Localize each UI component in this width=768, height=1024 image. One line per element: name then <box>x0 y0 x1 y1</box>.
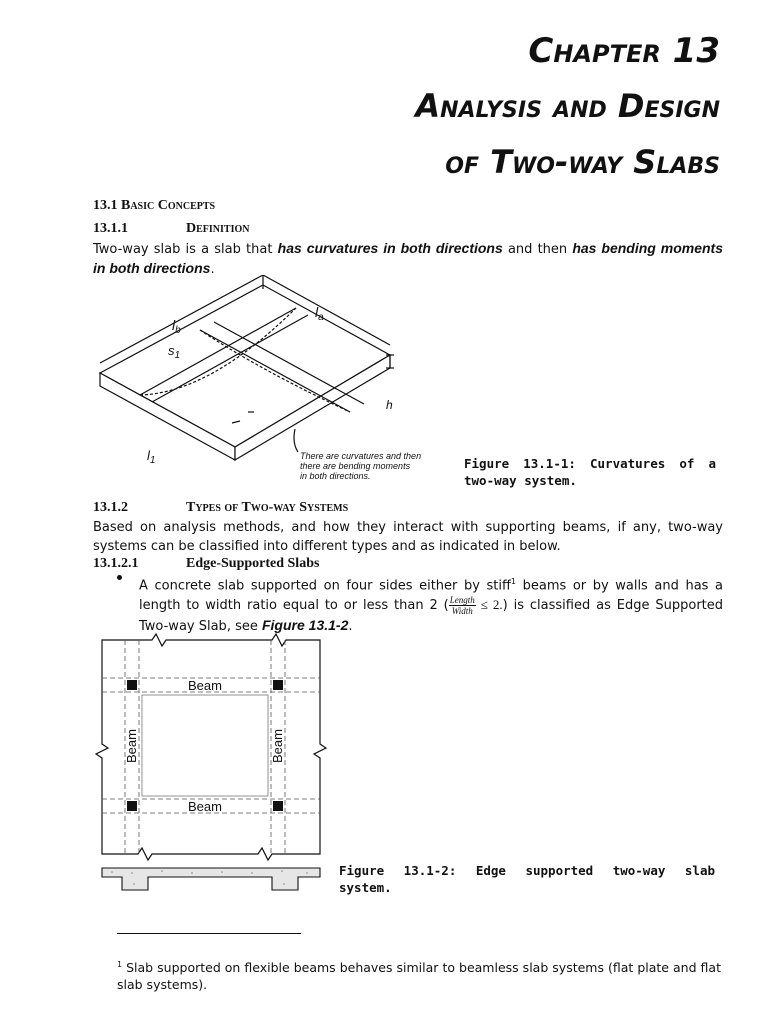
chapter-heading <box>415 31 720 186</box>
section-number: 13.1.2.1 <box>93 556 139 571</box>
beam-label-bottom: Beam <box>188 799 222 814</box>
label-s1: $s_1$ <box>168 343 181 361</box>
emphasis-curvatures: has curvatures in both directions <box>277 240 503 256</box>
label-h: h <box>386 398 393 412</box>
footnote-marker: 1 <box>117 960 123 969</box>
section-number: 13.1 <box>93 198 118 213</box>
section-heading-13-1-1 <box>93 221 393 237</box>
beam-label-right: Beam <box>270 729 285 763</box>
footnote-ref[interactable]: 1 <box>510 577 517 586</box>
section-number: 13.1.2 <box>93 500 128 515</box>
figure2-caption: Figure 13.1-2: Edge supported two-way slab system. <box>339 863 715 895</box>
footnote-text: $^1$ Slab supported on flexible beams behaves similar to beamless slab systems (flat plate and flat slab systems). <box>117 960 721 993</box>
section-heading-13-1-2 <box>93 500 493 516</box>
figure-ref-link[interactable]: Figure 13.1-2 <box>261 617 349 634</box>
label-la: $l_a$ <box>315 304 324 323</box>
section-heading-13-1-2-1 <box>93 556 493 572</box>
section-title: Edge-Supported Slabs <box>186 556 320 571</box>
section-title: Types of Two-way Systems <box>186 500 349 515</box>
bullet-marker <box>117 575 122 580</box>
section-number: 13.1.1 <box>93 221 128 236</box>
note-line3: in both directions. <box>300 471 371 481</box>
emphasis-moments: has bending moments in both directions <box>93 240 724 276</box>
chapter-title-line1: Analysis and Design <box>415 87 720 125</box>
figure-edge-supported-slab <box>92 632 332 894</box>
figure-slab-curvatures <box>90 275 460 490</box>
figure1-caption: Figure 13.1-1: Curvatures of a two-way system. <box>464 456 716 488</box>
section-heading-13-1 <box>93 198 215 214</box>
section-title: Basic Concepts <box>121 198 216 213</box>
footnote-separator <box>117 933 301 934</box>
definition-paragraph: Two-way slab is a slab that has curvatures in both directions and then has bending moments in both directions. <box>93 240 724 277</box>
types-paragraph: Based on analysis methods, and how they interact with supporting beams, if any, two-way systems can be classified into different types and as indicated in below. <box>93 520 723 554</box>
section-title: Definition <box>186 221 250 236</box>
note-line1: There are curvatures and then <box>300 451 422 461</box>
note-line2: there are bending moments <box>300 461 411 471</box>
chapter-number: Chapter 13 <box>528 31 720 71</box>
bullet-edge-supported: A concrete slab supported on four sides either by stiff$^1$ beams or by walls and has a length to width ratio equal to or less than 2 ( $\frac{\text{Length}}{\text{Width}}$ ≤ 2.) is classified as Edge Supported Two-way Slab, see Figure 13.1-2. <box>139 577 724 635</box>
label-lb: $l_b$ <box>172 317 181 336</box>
beam-label-top: Beam <box>188 678 222 693</box>
length-width-fraction: $\frac{\text{Length}}{\text{Width}}$ <box>449 595 475 617</box>
beam-label-left: Beam <box>124 729 139 763</box>
label-l1: $l_1$ <box>147 448 156 466</box>
chapter-title-line2: of Two-way Slabs <box>445 143 720 181</box>
